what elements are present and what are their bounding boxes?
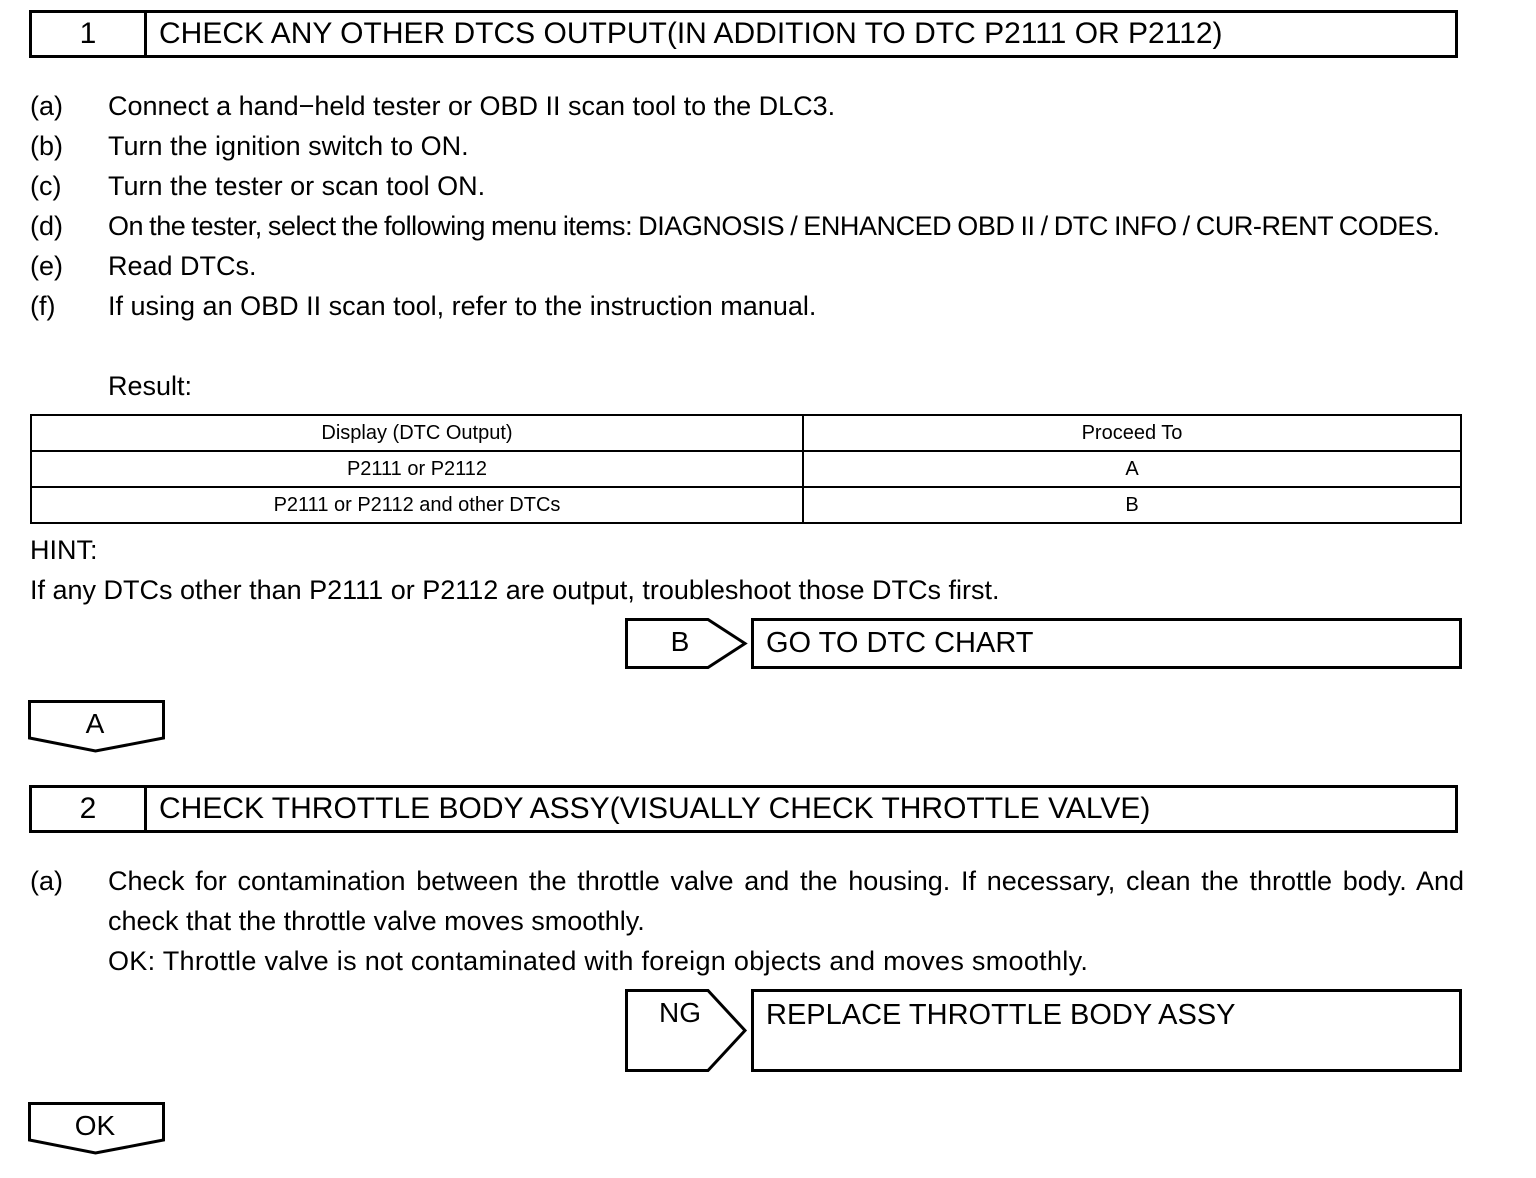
continue-ok-tag xyxy=(28,1102,166,1156)
instruction-item xyxy=(30,861,1464,941)
step-number: 2 xyxy=(32,788,147,830)
step-title: CHECK ANY OTHER DTCS OUTPUT(IN ADDITION TO DTC P2111 OR P2112) xyxy=(159,17,1223,50)
table-header-row xyxy=(31,415,1461,451)
step-2-header xyxy=(29,785,1458,833)
continue-tag-label: OK xyxy=(74,1110,116,1141)
table-row xyxy=(31,451,1461,487)
item-text: If using an OBD II scan tool, refer to the instruction manual. xyxy=(108,291,817,321)
item-text: On the tester, select the following menu items: DIAGNOSIS / ENHANCED OBD II / DTC INFO / CUR-RENT CODES. xyxy=(108,211,1440,241)
item-label: (d) xyxy=(30,211,63,241)
hint-label: HINT: xyxy=(30,535,98,565)
item-label: (a) xyxy=(30,866,63,896)
item-label: (e) xyxy=(30,251,63,281)
step-2-instructions xyxy=(30,861,1464,941)
result-label: Result: xyxy=(108,371,193,401)
item-text: Turn the ignition switch to ON. xyxy=(108,131,469,161)
table-cell: P2111 or P2112 xyxy=(31,451,803,487)
step-1-instructions xyxy=(30,86,1464,326)
instruction-item xyxy=(30,246,1464,286)
table-cell: P2111 or P2112 and other DTCs xyxy=(31,487,803,523)
item-text: Check for contamination between the throttle valve and the housing. If necessary, clean the throttle body. And check that the throttle valve moves smoothly. xyxy=(108,866,1464,936)
continue-a-tag xyxy=(28,700,166,754)
instruction-item xyxy=(30,126,1464,166)
branch-ng-action: REPLACE THROTTLE BODY ASSY xyxy=(751,989,1462,1072)
item-text: Read DTCs. xyxy=(108,251,257,281)
table-row xyxy=(31,487,1461,523)
item-label: (b) xyxy=(30,131,63,161)
item-label: (c) xyxy=(30,171,62,201)
branch-b-tag xyxy=(625,618,749,670)
branch-b-action: GO TO DTC CHART xyxy=(751,618,1462,669)
result-table xyxy=(30,414,1462,524)
step-1-header xyxy=(29,10,1458,58)
item-label: (a) xyxy=(30,91,63,121)
item-label: (f) xyxy=(30,291,56,321)
hint-text: If any DTCs other than P2111 or P2112 are output, troubleshoot those DTCs first. xyxy=(30,575,1000,605)
item-text: Connect a hand−held tester or OBD II scan tool to the DLC3. xyxy=(108,91,836,121)
instruction-item xyxy=(30,166,1464,206)
ok-condition: OK: Throttle valve is not contaminated with foreign objects and moves smoothly. xyxy=(108,946,1089,976)
table-header: Display (DTC Output) xyxy=(31,415,803,451)
instruction-item xyxy=(30,206,1464,246)
continue-tag-label: A xyxy=(85,708,105,739)
instruction-item xyxy=(30,286,1464,326)
table-header: Proceed To xyxy=(803,415,1461,451)
step-title: CHECK THROTTLE BODY ASSY(VISUALLY CHECK THROTTLE VALVE) xyxy=(159,792,1151,825)
branch-ng-tag xyxy=(625,989,749,1073)
instruction-item xyxy=(30,86,1464,126)
table-cell: B xyxy=(803,487,1461,523)
step-number: 1 xyxy=(32,13,147,55)
table-cell: A xyxy=(803,451,1461,487)
branch-tag-label: B xyxy=(670,626,690,657)
item-text: Turn the tester or scan tool ON. xyxy=(108,171,486,201)
branch-tag-label: NG xyxy=(659,997,701,1028)
